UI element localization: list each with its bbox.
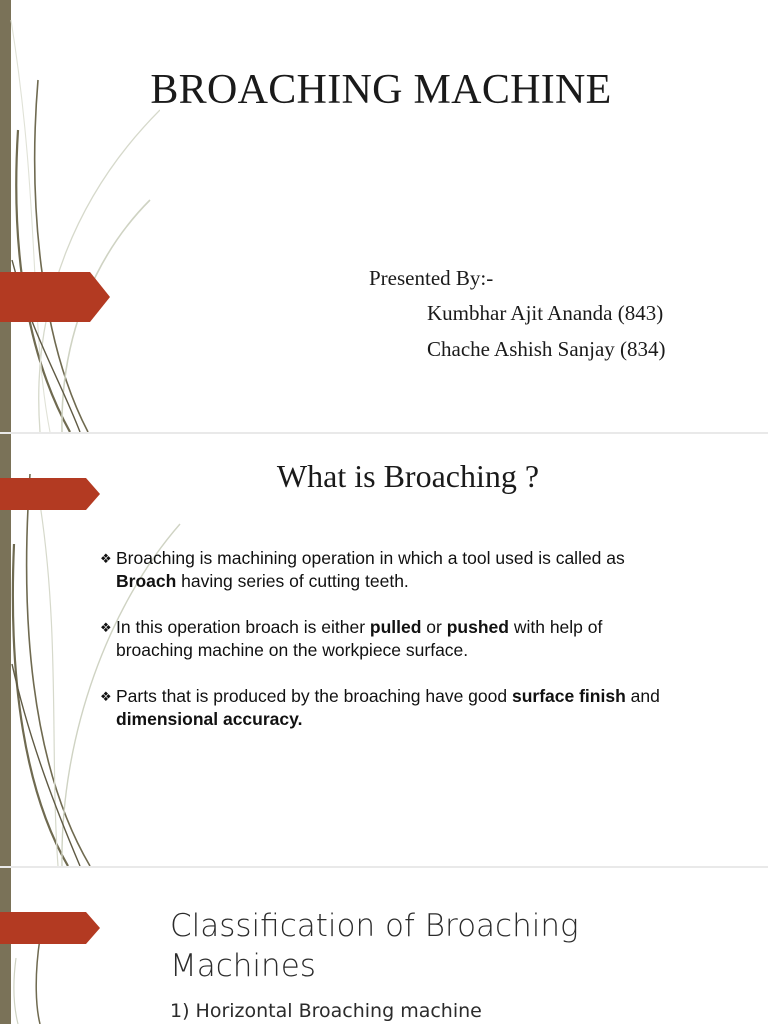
- slide-title: What is Broaching ?: [276, 458, 540, 494]
- presenter-name: Kumbhar Ajit Ananda (843): [427, 301, 664, 325]
- list-item: 1) Horizontal Broaching machine: [170, 1000, 482, 1022]
- section-arrow-icon: [0, 272, 112, 322]
- diamond-bullet-icon: ❖: [100, 620, 112, 635]
- decorative-leaves-icon: [0, 0, 160, 432]
- presented-by-label: Presented By:-: [369, 266, 494, 290]
- slide-3: [0, 868, 768, 1024]
- diamond-bullet-icon: ❖: [100, 689, 112, 704]
- bullet-list: [100, 547, 680, 754]
- decorative-leaves-icon: [0, 868, 120, 1024]
- section-arrow-icon: [0, 912, 102, 944]
- slide-1: [0, 0, 768, 432]
- slide-title: Classification of Broaching Machines: [170, 908, 579, 984]
- bullet-item: ❖ In this operation broach is either pulled or pushed with help of broaching machine on the workpiece surface.: [100, 617, 603, 660]
- diamond-bullet-icon: ❖: [100, 551, 112, 566]
- slide-2: [0, 434, 768, 866]
- bullet-item: ❖ Parts that is produced by the broaching have good surface finish and dimensional accuracy.: [100, 686, 660, 729]
- presenter-name: Chache Ashish Sanjay (834): [427, 337, 666, 361]
- bullet-item: ❖ Broaching is machining operation in which a tool used is called as Broach having series of cutting teeth.: [100, 548, 625, 591]
- slide-title: BROACHING MACHINE: [150, 67, 612, 113]
